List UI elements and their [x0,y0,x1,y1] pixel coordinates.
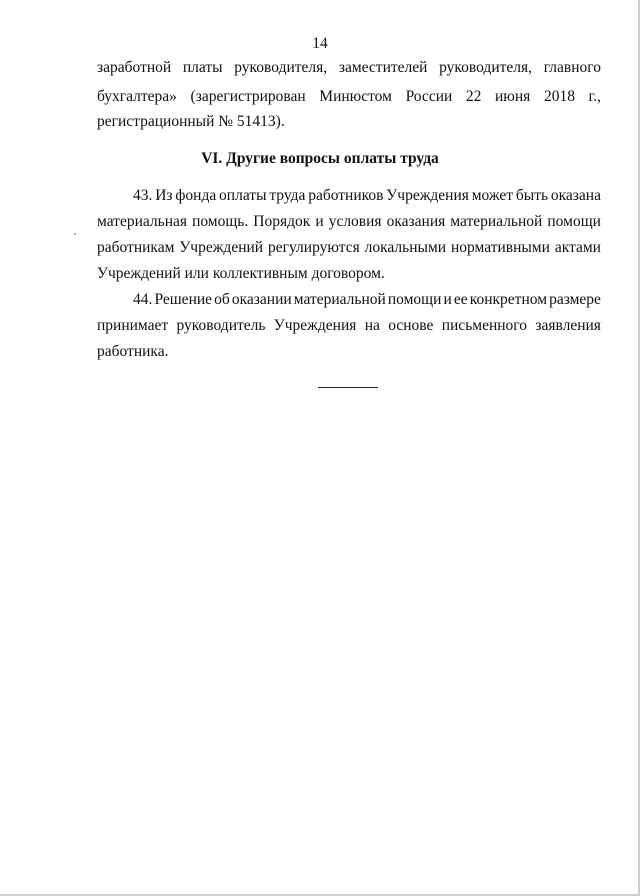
word: помощь. [192,213,249,230]
word: размере [549,291,601,308]
word: 2018 [543,88,575,105]
word: оказания [386,213,446,230]
word: Учреждений [179,239,264,256]
word: 43. [133,187,153,204]
word: оказана [550,187,601,204]
word: Из [155,187,173,204]
word: бухгалтера» [97,88,177,105]
word: Учреждения [386,187,469,204]
word: Минюстом [319,88,392,105]
word: об [214,291,230,308]
word: руководитель [176,317,266,334]
word: и [315,213,324,230]
word: конкретном [469,291,547,308]
word: оказании [231,291,292,308]
word: Учреждения [273,317,357,334]
paragraph-43-line-4: Учреждений или коллективным договором. [97,265,385,282]
word: Порядок [253,213,311,230]
word: материальная [97,213,188,230]
word: руководителя, [234,59,328,76]
word: материальной [450,213,543,230]
paragraph-44-line-2 [97,316,601,336]
word: принимает [97,317,169,334]
word: помощи [547,213,601,230]
intro-line-2 [97,87,601,107]
paragraph-44-line-3: работника. [97,343,169,360]
word: актами [554,239,601,256]
intro-line-1 [97,58,601,78]
word: г., [588,88,601,105]
word: заработной [97,59,172,76]
word: труда [269,187,306,204]
paragraph-43-line-1 [133,186,601,206]
word: работникам [97,239,175,256]
word: письменного [441,317,528,334]
word: условия [328,213,382,230]
word: (зарегистрирован [190,88,306,105]
paragraph-43-line-2 [97,212,601,232]
word: ее [453,291,468,308]
word: может [471,187,514,204]
word: на [364,317,380,334]
word: Решение [154,291,213,308]
page-number: 14 [312,35,328,52]
paragraph-44-line-1 [133,290,601,310]
scan-speck [74,233,76,235]
intro-line-3: регистрационный № 51413). [97,113,285,130]
word: 44. [133,291,153,308]
word: помощи [387,291,442,308]
word: платы [182,59,223,76]
word: руководителя, [439,59,533,76]
word: нормативными [450,239,550,256]
word: 22 [465,88,482,105]
word: фонда [175,187,217,204]
word: основе [388,317,434,334]
word: заявления [535,317,601,334]
section-heading: VI. Другие вопросы оплаты труда [201,150,439,167]
word: локальными [364,239,447,256]
word: регулируются [268,239,360,256]
end-of-document-rule [318,387,378,388]
word: заместителей [338,59,428,76]
word: быть [515,187,549,204]
paragraph-43-line-3 [97,238,601,258]
word: главного [543,59,601,76]
word: России [405,88,453,105]
word: материальной [293,291,386,308]
word: работников [308,187,384,204]
word: июня [495,88,531,105]
word: оплаты [219,187,267,204]
word: и [443,291,452,308]
